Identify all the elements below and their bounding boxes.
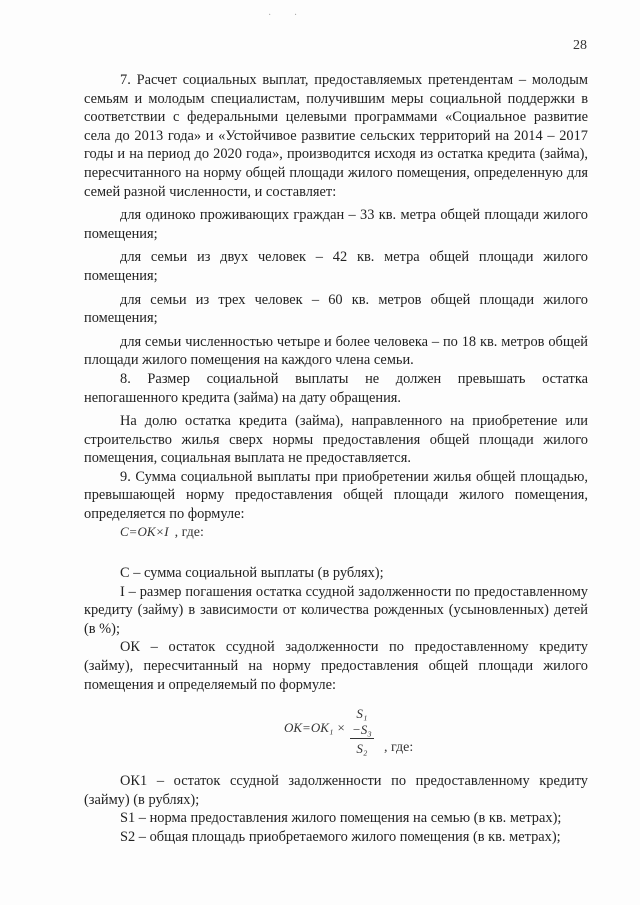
formula-ok-lhs: OK=OK₁ × <box>284 720 346 735</box>
formula-where: , где: <box>174 525 204 540</box>
formula-social-payment <box>120 524 204 541</box>
main-text <box>84 71 588 524</box>
definition-s1: S1 – норма предоставления жилого помещения на семью (в кв. метрах); <box>120 810 562 827</box>
definition-s2: S2 – общая площадь приобретаемого жилого помещения (в кв. метрах); <box>120 828 561 845</box>
paragraph-share: На долю остатка кредита (займа), направленного на приобретение или строительство жилья сверх нормы предоставления общей площади жилого помещения, социальная выплата не предоставляется. <box>84 413 588 467</box>
formula-expression: C=OK×I <box>120 524 169 539</box>
definition-c: С – сумма социальной выплаты (в рублях); <box>120 565 384 581</box>
definition-i: I – размер погашения остатка ссудной задолженности по предоставленному кредиту (займу) в зависимости от количества рожденных (усыновленных) детей (в %); <box>84 583 588 637</box>
paragraph-9: 9. Сумма социальной выплаты при приобретении жилья общей площадью, превышающей норму предоставления общей площади жилого помещения, определяется по формуле: <box>84 468 588 523</box>
paragraph-8: 8. Размер социальной выплаты не должен превышать остатка непогашенного кредита (займа) на дату обращения. <box>84 370 588 406</box>
definition-ok: ОК – остаток ссудной задолженности по предоставленному кредиту (займу), пересчитанный на норму предоставления общей площади жилого помещения и определяемый по формуле: <box>84 639 588 693</box>
definitions-block-2 <box>84 772 588 846</box>
list-item-single: для одиноко проживающих граждан – 33 кв. метра общей площади жилого помещения; <box>84 207 588 242</box>
list-item-three: для семьи из трех человек – 60 кв. метров общей площади жилого помещения; <box>84 291 588 327</box>
definitions-block-1 <box>84 564 588 694</box>
paragraph-7: 7. Расчет социальных выплат, предоставляемых претендентам – молодым семьям и молодым специалистам, получившим меры социальной поддержки в соответствии с федеральными целевыми программами «Социальное развитие села до 2013 года» и «Устойчивое развитие сельских территорий на 2014 – 2017 годы и на период до 2020 года», производится исходя из остатка кредита (займа), пересчитанного на норму общей площади жилого помещения, определенную для семей разной численности, и составляет: <box>84 72 588 200</box>
formula-ok-where: , где: <box>384 740 414 755</box>
scan-artifact: · · <box>268 10 308 21</box>
formula-ok-numerator: S₁ −S₃ <box>352 706 372 737</box>
page-number: 28 <box>573 38 587 53</box>
definition-ok1: ОК1 – остаток ссудной задолженности по предоставленному кредиту (займу) (в рублях); <box>84 773 588 808</box>
formula-ok-fraction <box>350 706 374 757</box>
list-item-four-plus: для семьи численностью четыре и более человека – по 18 кв. метров общей площади жилого помещения на каждого члена семьи. <box>84 333 588 369</box>
list-item-two: для семьи из двух человек – 42 кв. метра общей площади жилого помещения; <box>84 249 588 284</box>
formula-ok-denominator: S₂ <box>356 741 368 756</box>
